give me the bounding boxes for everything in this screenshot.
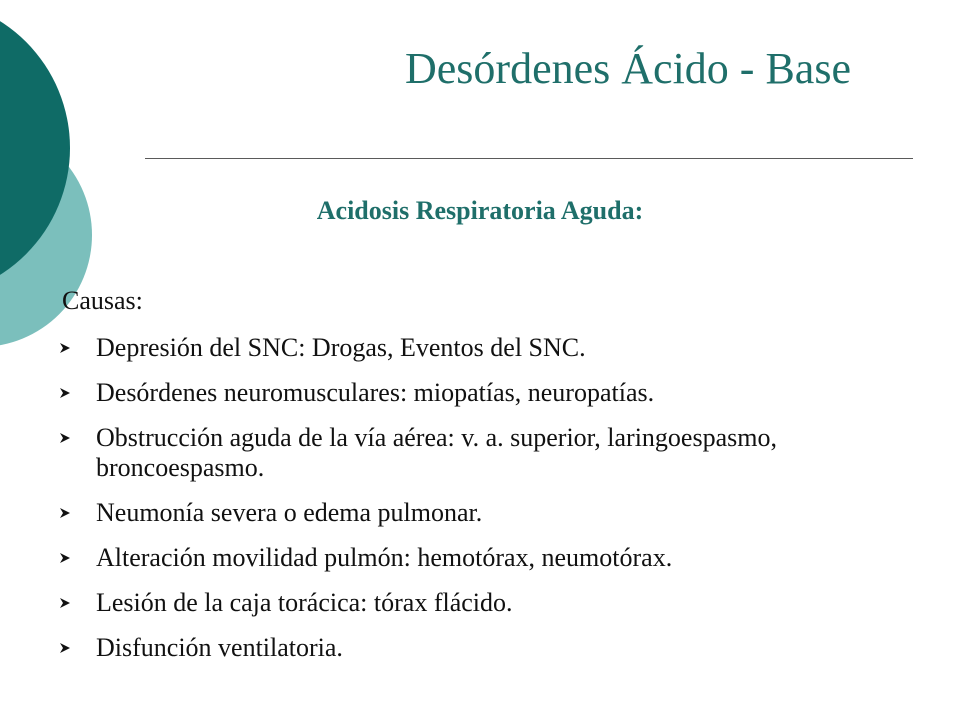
- list-item-text: Alteración movilidad pulmón: hemotórax, neumotórax.: [96, 543, 673, 572]
- causes-label: Causas:: [62, 286, 143, 315]
- arrowhead-bullet-icon: [59, 498, 73, 528]
- list-item-text: Lesión de la caja torácica: tórax flácido.: [96, 588, 513, 617]
- causes-list: [56, 333, 916, 678]
- list-item-text: Disfunción ventilatoria.: [96, 633, 343, 662]
- list-item-text: Neumonía severa o edema pulmonar.: [96, 498, 483, 527]
- list-item: [56, 333, 916, 363]
- list-item: [56, 633, 916, 663]
- list-item-text: Depresión del SNC: Drogas, Eventos del SNC.: [96, 333, 586, 362]
- list-item: [56, 378, 916, 408]
- list-item: [56, 543, 916, 573]
- arrowhead-bullet-icon: [59, 588, 73, 618]
- list-item: [56, 423, 916, 483]
- arrowhead-bullet-icon: [59, 423, 73, 453]
- title-divider: [145, 158, 913, 159]
- arrowhead-bullet-icon: [59, 378, 73, 408]
- list-item-text: Obstrucción aguda de la vía aérea: v. a. superior, laringoespasmo, broncoespasmo.: [96, 423, 777, 482]
- list-item-text: Desórdenes neuromusculares: miopatías, neuropatías.: [96, 378, 655, 407]
- list-item: [56, 498, 916, 528]
- slide-title: Desórdenes Ácido - Base: [405, 44, 851, 93]
- slide-subtitle: Acidosis Respiratoria Aguda:: [316, 196, 644, 225]
- arrowhead-bullet-icon: [59, 333, 73, 363]
- arrowhead-bullet-icon: [59, 543, 73, 573]
- list-item: [56, 588, 916, 618]
- arrowhead-bullet-icon: [59, 633, 73, 663]
